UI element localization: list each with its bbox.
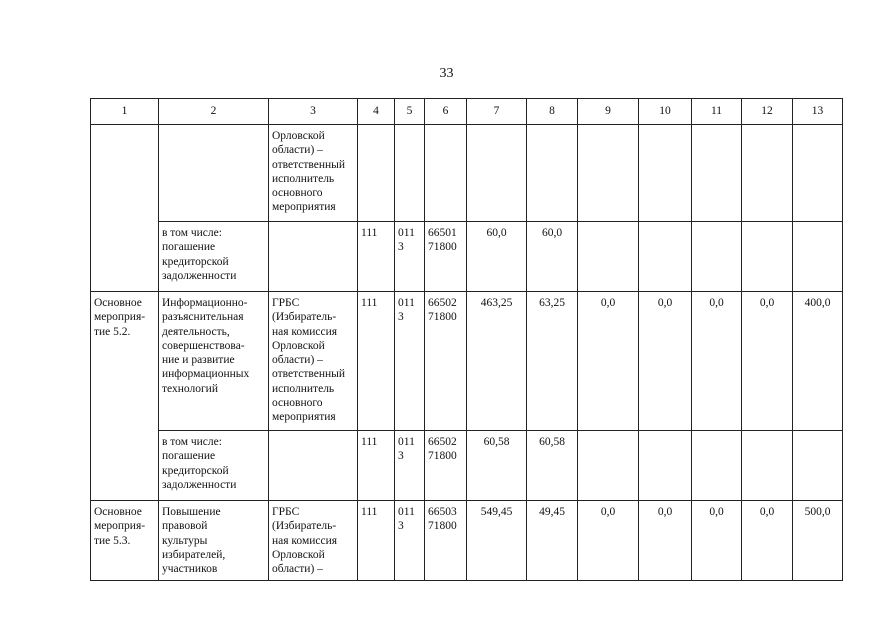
year-cell [578,125,639,222]
grbs-code-cell: 111 [358,431,395,501]
year-cell: 0,0 [639,292,692,431]
column-header: 6 [425,99,467,125]
description-cell: в том числе: погашение кредиторской задолженности [159,431,269,501]
year-cell [742,222,793,292]
column-header: 5 [395,99,425,125]
year-cell: 0,0 [692,292,742,431]
year-cell [742,125,793,222]
description-cell: в том числе: погашение кредиторской задолженности [159,222,269,292]
column-header: 9 [578,99,639,125]
column-header: 2 [159,99,269,125]
description-cell: Информационно- разъяснительная деятельность, совершенствова- ние и развитие информационных технологий [159,292,269,431]
target-code-cell: 66503 71800 [425,501,467,581]
year-cell [692,125,742,222]
total-cell: 60,58 [467,431,527,501]
year-cell: 500,0 [793,501,843,581]
table-row [91,501,843,581]
year-cell: 0,0 [692,501,742,581]
year-cell [793,125,843,222]
section-code-cell: 011 3 [395,292,425,431]
column-header: 4 [358,99,395,125]
section-code-cell: 011 3 [395,501,425,581]
column-header: 1 [91,99,159,125]
year-cell: 0,0 [742,501,793,581]
year-cell [692,222,742,292]
year-cell [639,431,692,501]
year-cell [639,222,692,292]
year-cell [578,222,639,292]
year-cell: 400,0 [793,292,843,431]
column-header: 11 [692,99,742,125]
year-cell [793,431,843,501]
year-cell: 49,45 [527,501,578,581]
table-row [91,431,843,501]
year-cell: 0,0 [639,501,692,581]
year-cell [793,222,843,292]
target-code-cell [425,125,467,222]
year-cell [527,125,578,222]
section-code-cell: 011 3 [395,431,425,501]
column-header: 7 [467,99,527,125]
executor-cell [269,222,358,292]
year-cell [639,125,692,222]
year-cell: 60,58 [527,431,578,501]
total-cell: 463,25 [467,292,527,431]
executor-cell: ГРБС (Избиратель- ная комиссия Орловской области) – ответственный исполнитель основного мероприятия [269,292,358,431]
column-header: 12 [742,99,793,125]
year-cell: 0,0 [742,292,793,431]
table-row [91,222,843,292]
page-number: 33 [439,66,454,81]
table-row [91,125,843,222]
header-row [91,99,843,125]
description-cell: Повышение правовой культуры избирателей, участников [159,501,269,581]
total-cell [467,125,527,222]
section-code-cell [395,125,425,222]
year-cell [578,431,639,501]
grbs-code-cell [358,125,395,222]
budget-table [90,98,843,581]
total-cell: 549,45 [467,501,527,581]
activity-cell: Основное мероприя- тие 5.2. [91,292,159,501]
column-header: 10 [639,99,692,125]
target-code-cell: 66502 71800 [425,431,467,501]
activity-cell: Основное мероприя- тие 5.3. [91,501,159,581]
grbs-code-cell: 111 [358,501,395,581]
executor-cell [269,431,358,501]
grbs-code-cell: 111 [358,292,395,431]
target-code-cell: 66501 71800 [425,222,467,292]
grbs-code-cell: 111 [358,222,395,292]
executor-cell: ГРБС (Избиратель- ная комиссия Орловской области) – [269,501,358,581]
year-cell: 60,0 [527,222,578,292]
year-cell: 0,0 [578,292,639,431]
year-cell: 0,0 [578,501,639,581]
total-cell: 60,0 [467,222,527,292]
column-header: 3 [269,99,358,125]
year-cell [742,431,793,501]
executor-cell: Орловской области) – ответственный исполнитель основного мероприятия [269,125,358,222]
section-code-cell: 011 3 [395,222,425,292]
table-row [91,292,843,431]
year-cell: 63,25 [527,292,578,431]
column-header: 13 [793,99,843,125]
activity-cell [91,125,159,292]
description-cell [159,125,269,222]
target-code-cell: 66502 71800 [425,292,467,431]
year-cell [692,431,742,501]
column-header: 8 [527,99,578,125]
